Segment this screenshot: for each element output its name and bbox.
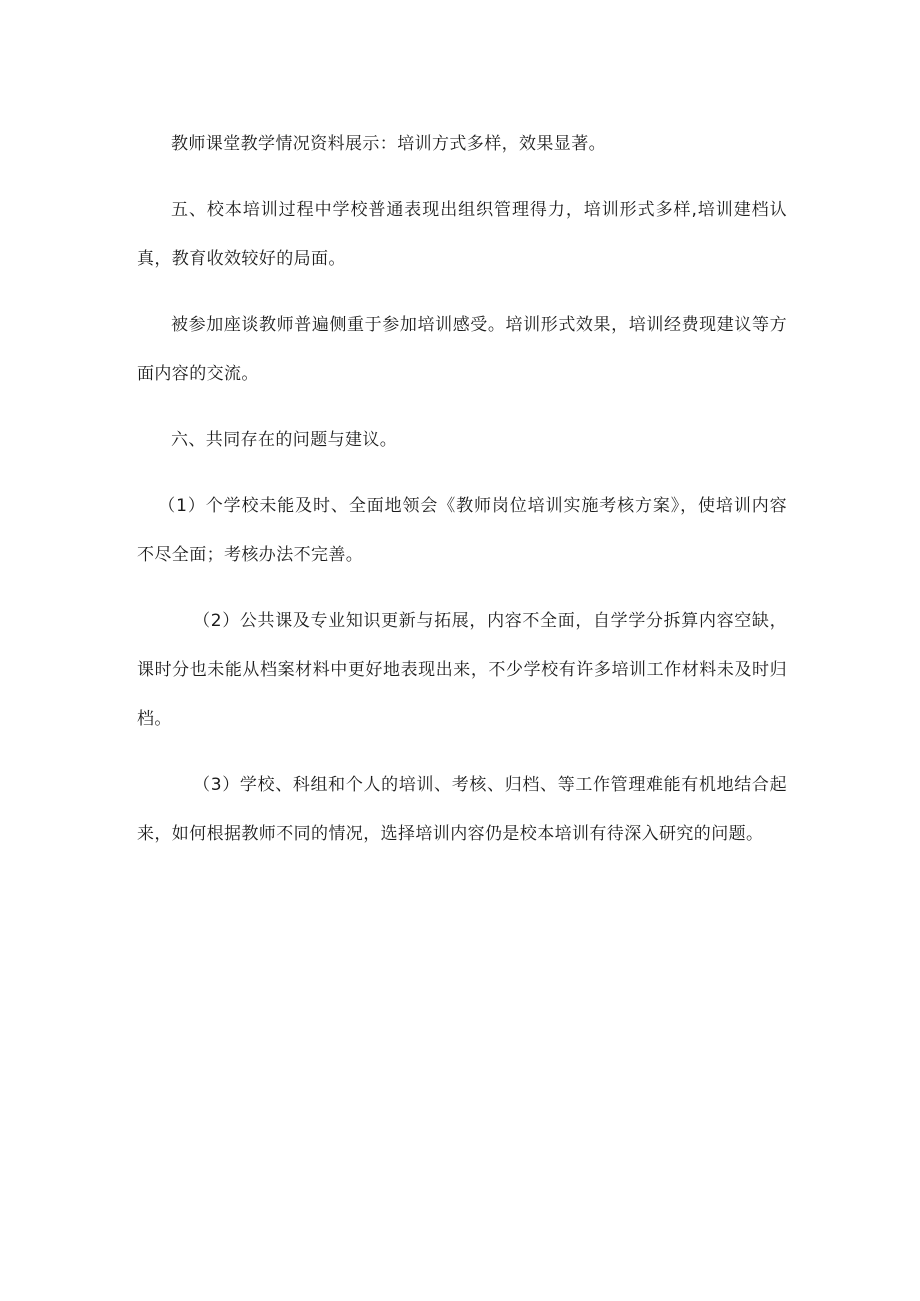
paragraph-section-five: 五、校本培训过程中学校普通表现出组织管理得力，培训形式多样,培训建档认真，教育收效较好的局面。 (137, 200, 787, 269)
paragraph-symposium: 被参加座谈教师普遍侧重于参加培训感受。培训形式效果，培训经费现建议等方面内容的交流。 (137, 315, 787, 384)
paragraph-teacher-materials: 教师课堂教学情况资料展示：培训方式多样，效果显著。 (171, 134, 606, 154)
paragraph-issue-2: （2）公共课及专业知识更新与拓展，内容不全面，自学学分拆算内容空缺，课时分也未能从档案材料中更好地表现出来，不少学校有许多培训工作材料未及时归档。 (137, 611, 787, 729)
paragraph-issue-3: （3）学校、科组和个人的培训、考核、归档、等工作管理难能有机地结合起来，如何根据教师不同的情况，选择培训内容仍是校本培训有待深入研究的问题。 (137, 775, 787, 844)
paragraph-issue-1: （1）个学校未能及时、全面地领会《教师岗位培训实施考核方案》，使培训内容不尽全面；考核办法不完善。 (137, 496, 787, 565)
document-body (137, 120, 787, 876)
paragraph-section-six: 六、共同存在的问题与建议。 (171, 430, 398, 450)
